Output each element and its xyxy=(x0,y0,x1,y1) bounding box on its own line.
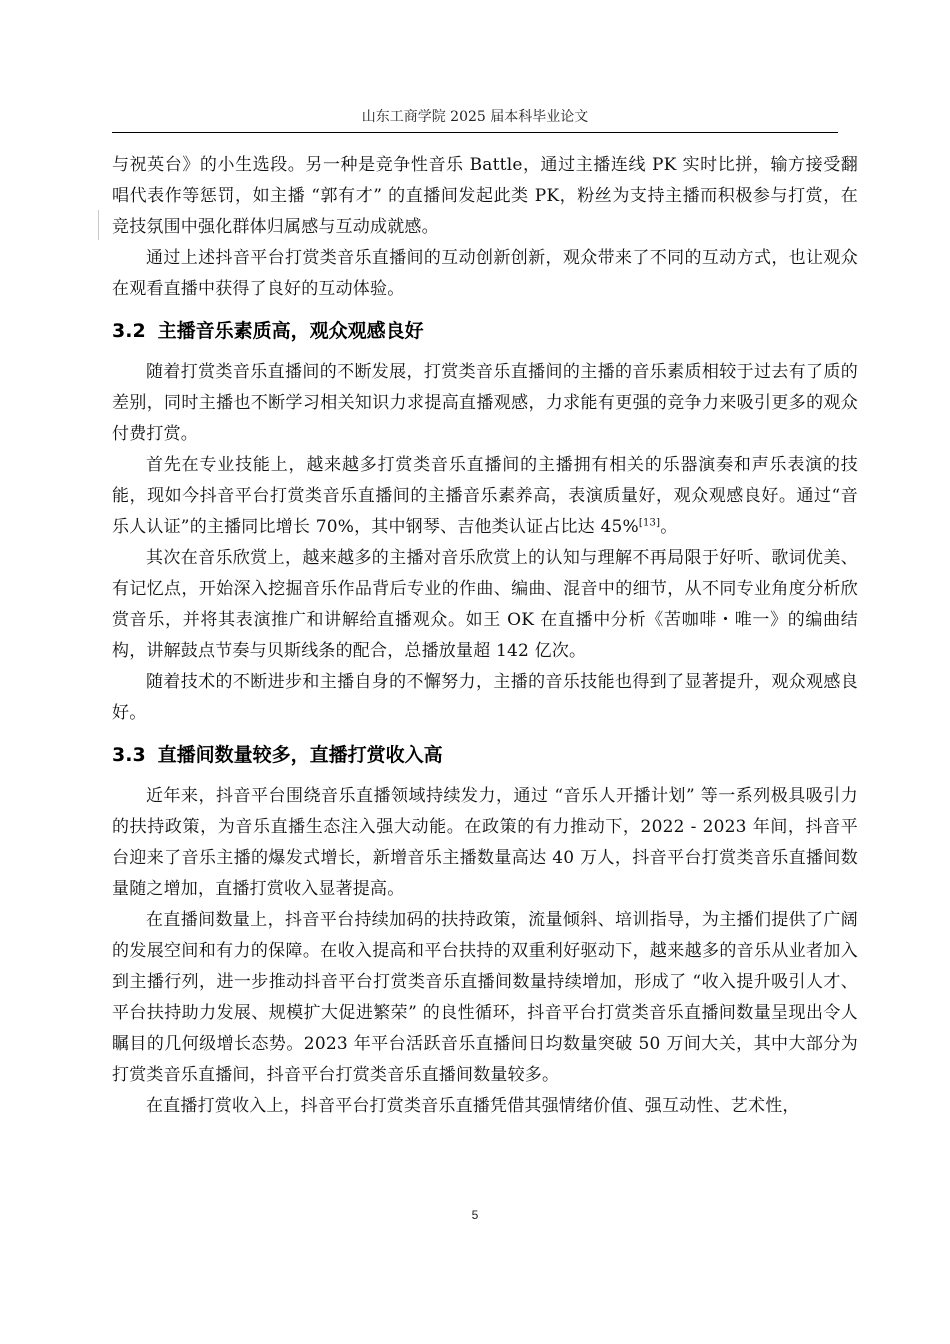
body-content xyxy=(112,150,858,1122)
paragraph-host-quality-intro: 随着打赏类音乐直播间的不断发展，打赏类音乐直播间的主播的音乐素质相较于过去有了质的差别，同时主播也不断学习相关知识力求提高直播观感，力求能有更强的竞争力来吸引更多的观众付费打赏。 xyxy=(112,362,858,444)
section-number: 3.3 xyxy=(112,744,146,766)
paragraph-continuation: 与祝英台》的小生选段。另一种是竞争性音乐 Battle，通过主播连线 PK 实时比拼，输方接受翻唱代表作等惩罚，如主播 “郭有才” 的直播间发起此类 PK，粉丝为支持主播而积极参与打赏，在竞技氛围中强化群体归属感与互动成就感。 xyxy=(112,155,858,237)
header-divider xyxy=(112,132,838,133)
paragraph-tipping-income: 在直播打赏收入上，抖音平台打赏类音乐直播凭借其强情绪价值、强互动性、艺术性， xyxy=(146,1096,800,1116)
section-title: 直播间数量较多，直播打赏收入高 xyxy=(157,744,443,766)
paragraph-professional-skills xyxy=(112,450,858,543)
paragraph-interaction-summary: 通过上述抖音平台打赏类音乐直播间的互动创新创新，观众带来了不同的互动方式，也让观众在观看直播中获得了良好的互动体验。 xyxy=(112,248,858,299)
citation-marker: [13] xyxy=(638,517,661,529)
paragraph-end-punctuation: 。 xyxy=(660,517,678,537)
paragraph-music-appreciation: 其次在音乐欣赏上，越来越多的主播对音乐欣赏上的认知与理解不再局限于好听、歌词优美、有记忆点，开始深入挖掘音乐作品背后专业的作曲、编曲、混音中的细节，从不同专业角度分析欣赏音乐，并将其表演推广和讲解给直播观众。如王 OK 在直播中分析《苦咖啡・唯一》的编曲结构，讲解鼓点节奏与贝斯线条的配合，总播放量超 142 亿次。 xyxy=(112,548,858,661)
paragraph-text: 首先在专业技能上，越来越多打赏类音乐直播间的主播拥有相关的乐器演奏和声乐表演的技能，现如今抖音平台打赏类音乐直播间的主播音乐素养高，表演质量好，观众观感良好。通过“音乐人认证”的主播同比增长 70%，其中钢琴、吉他类认证占比达 45% xyxy=(112,455,858,537)
section-title: 主播音乐素质高，观众观感良好 xyxy=(157,320,424,342)
page-header: 山东工商学院 2025 届本科毕业论文 xyxy=(361,109,589,125)
section-heading-3-3 xyxy=(112,741,858,769)
paragraph-platform-policy: 近年来，抖音平台围绕音乐直播领域持续发力，通过 “音乐人开播计划” 等一系列极具吸引力的扶持政策，为音乐直播生态注入强大动能。在政策的有力推动下，2022 - 2023 年间，抖音平台迎来了音乐主播的爆发式增长，新增音乐主播数量高达 40 万人，抖音平台打赏类音乐直播间数量随之增加，直播打赏收入显著提高。 xyxy=(112,786,858,899)
paragraph-room-count: 在直播间数量上，抖音平台持续加码的扶持政策，流量倾斜、培训指导，为主播们提供了广阔的发展空间和有力的保障。在收入提高和平台扶持的双重利好驱动下，越来越多的音乐从业者加入到主播行列，进一步推动抖音平台打赏类音乐直播间数量持续增加，形成了 “收入提升吸引人才、平台扶持助力发展、规模扩大促进繁荣” 的良性循环，抖音平台打赏类音乐直播间数量呈现出令人瞩目的几何级增长态势。2023 年平台活跃音乐直播间日均数量突破 50 万间大关，其中大部分为打赏类音乐直播间，抖音平台打赏类音乐直播间数量较多。 xyxy=(112,910,858,1085)
page-number: 5 xyxy=(471,1208,479,1222)
section-number: 3.2 xyxy=(112,320,146,342)
section-heading-3-2 xyxy=(112,317,858,345)
margin-change-bar xyxy=(98,210,99,240)
paragraph-skills-summary: 随着技术的不断进步和主播自身的不懈努力，主播的音乐技能也得到了显著提升，观众观感良好。 xyxy=(112,672,858,723)
